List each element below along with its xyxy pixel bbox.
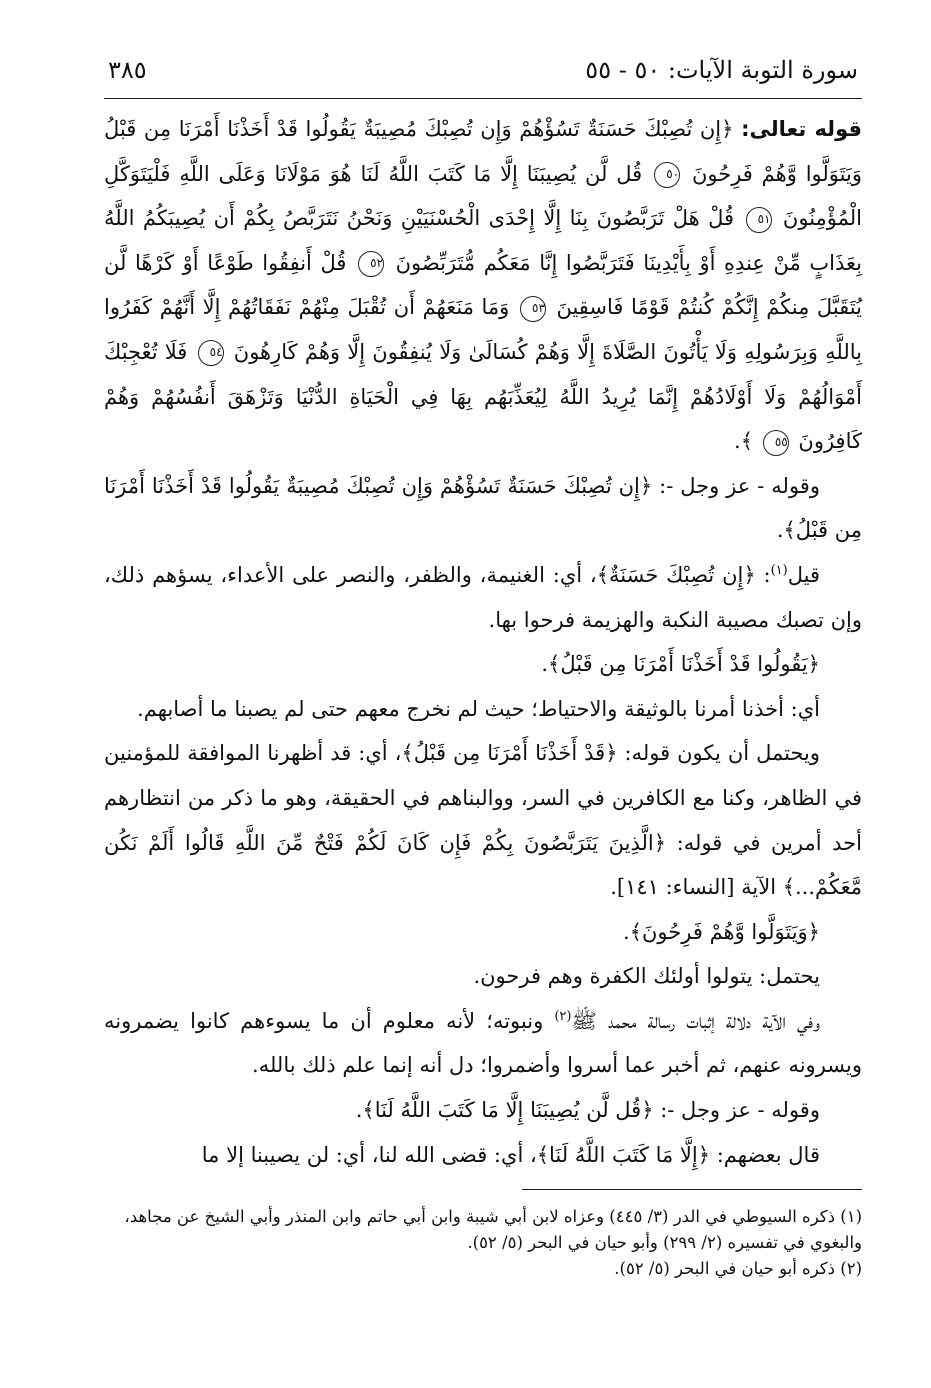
ayah-marker: ٥٤ [198,340,224,366]
header-title: سورة التوبة الآيات: ٥٠ - ٥٥ [585,56,858,84]
ayah-marker: ٥١ [746,207,772,233]
quoted-verse-line: ﴿يَقُولُوا قَدْ أَخَذْنَا أَمْرَنَا مِن قَبْلُ﴾. [541,652,820,677]
commentary-paragraph [104,553,862,642]
footnote-divider [522,1189,862,1190]
header-divider [104,98,862,99]
paragraph-text: قيل [787,562,820,587]
quran-verse-text: فَلَا تُعْجِبْكَ أَمْوَالُهُمْ وَلَا أَوْلَادُهُمْ إِنَّمَا يُرِيدُ اللَّهُ لِيُعَذِّبَهُم بِهَا فِي الْحَيَاةِ الدُّنْيَا وَتَزْهَقَ أَنفُسُهُمْ وَهُمْ كَافِرُونَ [104,339,862,454]
verse-close-bracket: ﴾. [734,429,754,454]
paragraph-text: وفي الآية دلالة إثبات رسالة محمد ﷺ [571,1008,820,1033]
ayah-marker: ٥٥ [763,430,789,456]
footnote-reference[interactable]: (٢) [554,1008,572,1024]
ayah-marker: ٥٣ [520,296,546,322]
book-page [104,56,862,1356]
paragraph-text: : ﴿إِن تُصِبْكَ حَسَنَةٌ﴾، أي: الغنيمة، والظفر، والنصر على الأعداء، يسؤهم ذلك، وإن تصبك مصيبة النكبة والهزيمة فرحوا بها. [104,562,862,632]
commentary-paragraph [104,999,862,1088]
paragraph-text: ونبوته؛ لأنه معلوم أن ما يسوءهم كانوا يضمرونه ويسرونه عنهم، ثم أخبر عما أسروا وأضمروا؛ دل أنه إنما علم ذلك بالله. [104,1008,862,1078]
quran-verse-text: قُلْ هَلْ تَرَبَّصُونَ بِنَا إِلَّا إِحْدَى الْحُسْنَيَيْنِ وَنَحْنُ نَتَرَبَّصُ بِكُمْ أَن يُصِيبَكُمُ اللَّهُ بِعَذَابٍ مِّنْ عِندِهِ أَوْ بِأَيْدِينَا فَتَرَبَّصُوا إِنَّا مَعَكُم مُّتَرَبِّصُونَ [104,206,862,275]
footnote-reference[interactable]: (١) [770,562,788,578]
commentary-paragraph: وقوله - عز وجل -: ﴿قُل لَّن يُصِيبَنَا إِلَّا مَا كَتَبَ اللَّهُ لَنَا﴾. [355,1098,820,1123]
page-number: ٣٨٥ [108,56,147,84]
commentary-paragraph: ويحتمل أن يكون قوله: ﴿قَدْ أَخَذْنَا أَمْرَنَا مِن قَبْلُ﴾، أي: قد أظهرنا الموافقة للمؤمنين في الظاهر، وكنا مع الكافرين في السر، ووالبناهم في الحقيقة، وهو ما ذكر من انتظارهم أحد أمرين في قوله: ﴿الَّذِينَ يَتَرَبَّصُونَ بِكُمْ فَإِن كَانَ لَكُمْ فَتْحٌ مِّنَ اللَّهِ قَالُوا أَلَمْ نَكُن مَّعَكُمْ...﴾ الآية [النساء: ١٤١]. [104,741,862,900]
footnote-item: (١) ذكره السيوطي في الدر (٣/ ٤٤٥) وعزاه لابن أبي شيبة وابن أبي حاتم وابن المنذر وأبي الشيخ عن مجاهد، والبغوي في تفسيره (٢/ ٢٩٩) وأبو حيان في البحر (٥/ ٥٢). [124,1207,862,1252]
footnotes [104,1204,862,1282]
verse-block-paragraph [104,107,862,464]
ayah-marker: ٥٠ [654,162,680,188]
commentary-paragraph: يحتمل: يتولوا أولئك الكفرة وهم فرحون. [473,964,820,989]
ayah-marker: ٥٢ [358,251,384,277]
lead-in-label: قوله تعالى: [741,117,862,141]
commentary-paragraph: وقوله - عز وجل -: ﴿إِن تُصِبْكَ حَسَنَةٌ تَسُؤْهُمْ وَإِن تُصِبْكَ مُصِيبَةٌ يَقُولُوا قَدْ أَخَذْنَا أَمْرَنَا مِن قَبْلُ﴾. [104,473,862,543]
quran-verse-text: قُل لَّن يُصِيبَنَا إِلَّا مَا كَتَبَ اللَّهُ لَنَا هُوَ مَوْلَانَا وَعَلَى اللَّهِ فَلْيَتَوَكَّلِ الْمُؤْمِنُونَ [104,161,862,231]
running-header [104,56,862,90]
main-text [104,107,862,1177]
quoted-verse-line: ﴿وَيَتَوَلَّوا وَّهُمْ فَرِحُونَ﴾. [623,919,820,944]
quran-verse-text: ﴿إِن تُصِبْكَ حَسَنَةٌ تَسُؤْهُمْ وَإِن تُصِبْكَ مُصِيبَةٌ يَقُولُوا قَدْ أَخَذْنَا أَمْرَنَا مِن قَبْلُ وَيَتَوَلَّوا وَّهُمْ فَرِحُونَ [104,117,862,186]
footnote-item: (٢) ذكره أبو حيان في البحر (٥/ ٥٢). [614,1259,862,1278]
quran-verse-text: قُلْ أَنفِقُوا طَوْعًا أَوْ كَرْهًا لَّن يُتَقَبَّلَ مِنكُمْ إِنَّكُمْ كُنتُمْ قَوْمًا فَاسِقِينَ [104,250,862,320]
commentary-paragraph: قال بعضهم: ﴿إِلَّا مَا كَتَبَ اللَّهُ لَنَا﴾، أي: قضى الله لنا، أي: لن يصيبنا إلا ما [201,1142,820,1167]
commentary-paragraph: أي: أخذنا أمرنا بالوثيقة والاحتياط؛ حيث لم نخرج معهم حتى لم يصبنا ما أصابهم. [137,696,820,721]
quran-verse-text: وَمَا مَنَعَهُمْ أَن تُقْبَلَ مِنْهُمْ نَفَقَاتُهُمْ إِلَّا أَنَّهُمْ كَفَرُوا بِاللَّهِ وَبِرَسُولِهِ وَلَا يَأْتُونَ الصَّلَاةَ إِلَّا وَهُمْ كُسَالَىٰ وَلَا يُنفِقُونَ إِلَّا وَهُمْ كَارِهُونَ [104,295,862,364]
